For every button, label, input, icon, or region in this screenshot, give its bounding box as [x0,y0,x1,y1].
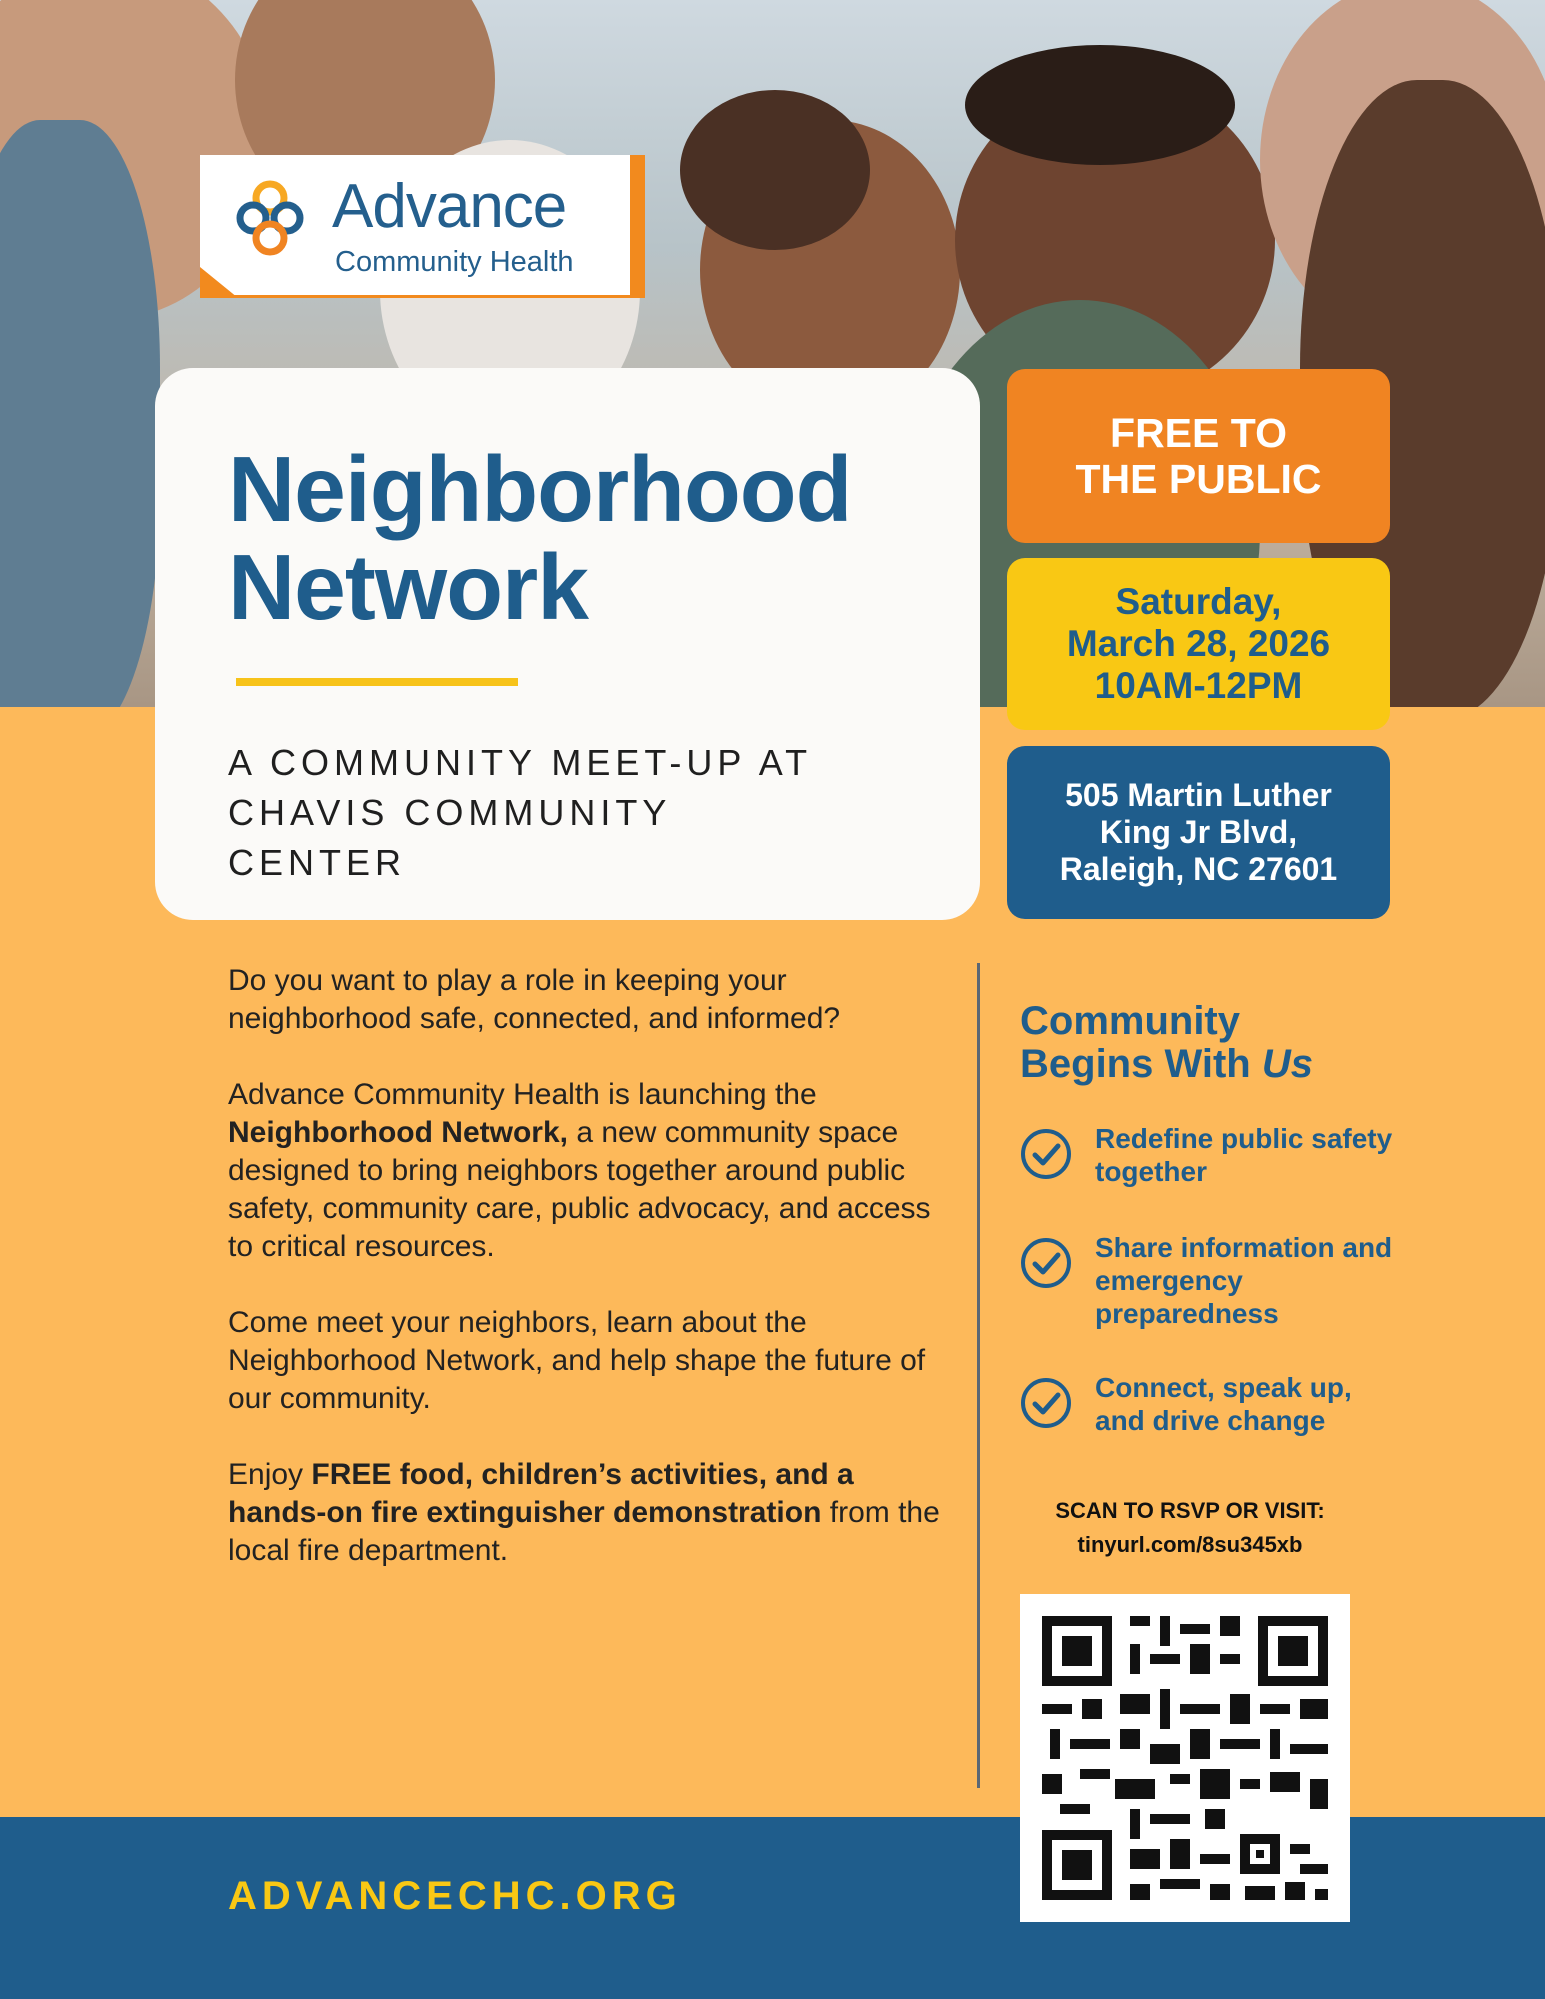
event-title-line2: Network [228,535,588,639]
sidebar-heading-line2: Begins With [1020,1042,1262,1086]
body-copy [228,962,948,1608]
event-title-line1: Neighborhood [228,437,852,541]
body-text: Advance Community Health is launching the [228,1078,817,1111]
benefit-label: Connect, speak up, and drive change [1095,1372,1352,1436]
rsvp-label: SCAN TO RSVP OR VISIT: [1055,1498,1325,1523]
check-circle-icon [1020,1237,1072,1289]
check-circle-icon [1020,1128,1072,1180]
body-paragraph [228,1456,948,1570]
event-title [228,437,852,639]
sidebar-heading [1020,1000,1400,1086]
qr-code-icon [1020,1594,1350,1922]
advance-logo-icon [235,178,305,258]
body-text: Enjoy [228,1458,312,1491]
benefit-label: Share information and emergency preparedness [1095,1232,1393,1329]
event-subtitle: A COMMUNITY MEET-UP AT CHAVIS COMMUNITY CENTER [228,742,812,883]
date-badge-text: Saturday, March 28, 2026 10AM-12PM [1066,581,1331,706]
free-badge [1007,369,1390,543]
column-divider [977,963,980,1788]
address-badge [1007,746,1390,919]
logo-name: Advance [332,172,567,241]
body-text-bold: FREE food, children’s activities, and a hands-on fire extinguisher demonstration [228,1458,854,1529]
rsvp-url[interactable]: tinyurl.com/8su345xb [1077,1532,1303,1557]
check-circle-icon [1020,1377,1072,1429]
footer-website-link[interactable]: ADVANCECHC.ORG [228,1874,682,1918]
free-badge-text: FREE TO THE PUBLIC [1075,410,1322,502]
title-divider [236,678,518,686]
body-text: a new community space designed to bring neighbors together around public safety, community care, public advocacy, and access to critical resources. [228,1116,931,1263]
body-paragraph: Come meet your neighbors, learn about the Neighborhood Network, and help shape the future of our community. [228,1306,926,1415]
logo-subtitle: Community Health [335,246,574,278]
address-badge-text: 505 Martin Luther King Jr Blvd, Raleigh, NC 27601 [1059,777,1338,887]
sidebar-heading-emphasis: Us [1261,1042,1313,1086]
benefit-label: Redefine public safety together [1095,1123,1393,1187]
date-badge [1007,558,1390,730]
sidebar-heading-line1: Community [1020,999,1240,1043]
body-text-bold: Neighborhood Network, [228,1116,568,1149]
body-paragraph: Do you want to play a role in keeping your neighborhood safe, connected, and informed? [228,964,841,1035]
body-text: from the local fire department. [228,1496,940,1567]
rsvp-block [1005,1494,1375,1562]
body-paragraph [228,1076,948,1266]
qr-code[interactable] [1020,1594,1350,1922]
